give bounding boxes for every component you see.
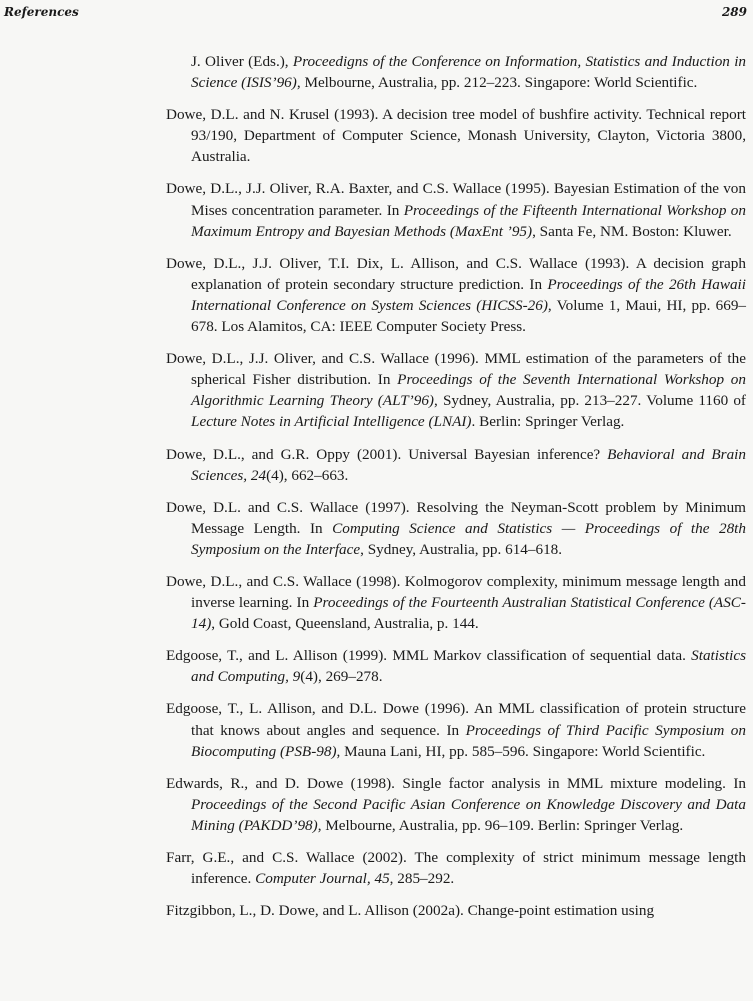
reference-entry — [166, 847, 746, 889]
reference-entry — [166, 773, 746, 836]
reference-text: Dowe, D.L., and C.S. Wallace (1998). Kolmogorov complexity, minimum message length and inverse learning. In — [166, 572, 746, 612]
reference-entry — [166, 348, 746, 432]
reference-italic-text: Proceedings of Third Pacific Symposium on Biocomputing (PSB-98) — [191, 721, 746, 760]
reference-text: Dowe, D.L. and C.S. Wallace (1997). Resolving the Neyman-Scott problem by Minimum Message Length. In — [166, 498, 746, 537]
reference-text: Edgoose, T., and L. Allison (1999). MML Markov classification of sequential data. — [166, 647, 692, 665]
reference-italic-text: Proceedings of the Fourteenth Australian Statistical Conference (ASC-14) — [191, 594, 746, 633]
reference-text: , Gold Coast, Queensland, Australia, p. 144. — [211, 615, 479, 633]
reference-text: Farr, G.E., and C.S. Wallace (2002). The complexity of strict minimum message length inference. — [166, 849, 746, 888]
reference-text: (4), 662–663. — [266, 466, 349, 484]
reference-entry — [166, 497, 746, 560]
reference-entry — [166, 104, 746, 167]
reference-italic-text: Proceedings of the 26th Hawaii International Conference on System Sciences (HICSS-26) — [191, 275, 746, 314]
reference-text: , Santa Fe, NM. Boston: Kluwer. — [532, 222, 732, 240]
reference-entry — [166, 900, 746, 921]
reference-entry — [166, 698, 746, 761]
reference-entry — [166, 178, 746, 241]
reference-entry — [166, 571, 746, 634]
reference-entry — [166, 444, 746, 486]
reference-text: , Sydney, Australia, pp. 213–227. Volume 1160 of — [433, 392, 746, 410]
reference-text: Dowe, D.L., J.J. Oliver, R.A. Baxter, and C.S. Wallace (1995). Bayesian Estimation of the von Mises concentration parameter. In — [166, 180, 746, 219]
reference-entry — [166, 645, 746, 687]
reference-text: . Berlin: Springer Verlag. — [471, 413, 625, 431]
reference-text: , Melbourne, Australia, pp. 96–109. Berlin: Springer Verlag. — [317, 816, 684, 834]
reference-text: , Volume 1, Maui, HI, pp. 669–678. Los Alamitos, CA: IEEE Computer Society Press. — [191, 296, 747, 336]
reference-italic-text: Proceedings of the Seventh International Workshop on Algorithmic Learning Theory (ALT’96) — [191, 371, 746, 410]
reference-italic-text: Proceedigns of the Conference on Information, Statistics and Induction in Science (ISIS’96) — [191, 53, 747, 92]
reference-list — [166, 51, 746, 932]
reference-text: , Sydney, Australia, pp. 614–618. — [360, 540, 563, 558]
reference-text: Dowe, D.L., and G.R. Oppy (2001). Universal Bayesian inference? — [166, 445, 608, 463]
reference-text: (4), 269–278. — [300, 668, 383, 686]
reference-italic-text: Computing Science and Statistics — Proceedings of the 28th Symposium on the Interface — [191, 519, 746, 558]
reference-text: Dowe, D.L., J.J. Oliver, and C.S. Wallace (1996). MML estimation of the parameters of the spherical Fisher distribution. In — [166, 350, 746, 389]
reference-italic-text: Statistics and Computing, 9 — [191, 647, 746, 686]
reference-entry — [166, 253, 746, 337]
reference-text: Edwards, R., and D. Dowe (1998). Single factor analysis in MML mixture modeling. In — [166, 774, 746, 792]
reference-text: , 285–292. — [389, 870, 455, 888]
page-header — [4, 5, 747, 23]
reference-italic-text: Proceedings of the Fifteenth International Workshop on Maximum Entropy and Bayesian Methods (MaxEnt ’95) — [191, 201, 746, 240]
reference-italic-text: Proceedings of the Second Pacific Asian Conference on Knowledge Discovery and Data Mining (PAKDD’98) — [191, 795, 746, 834]
reference-italic-text: Behavioral and Brain Sciences, 24 — [191, 445, 746, 484]
reference-italic-text: Computer Journal, 45 — [255, 870, 390, 888]
running-head: References — [4, 5, 79, 19]
reference-continuation — [166, 51, 746, 93]
reference-text: Fitzgibbon, L., D. Dowe, and L. Allison (2002a). Change-point estimation using — [166, 902, 655, 920]
reference-italic-text: Lecture Notes in Artificial Intelligence (LNAI) — [191, 413, 472, 431]
reference-text: Dowe, D.L. and N. Krusel (1993). A decision tree model of bushfire activity. Technical report 93/190, Department of Computer Science, Monash University, Clayton, Victoria 3800, Australia. — [166, 106, 746, 166]
reference-text: , Mauna Lani, HI, pp. 585–596. Singapore: World Scientific. — [336, 742, 706, 760]
reference-text: , Melbourne, Australia, pp. 212–223. Singapore: World Scientific. — [296, 74, 698, 92]
reference-text: J. Oliver (Eds.), — [191, 53, 293, 70]
reference-text: Dowe, D.L., J.J. Oliver, T.I. Dix, L. Allison, and C.S. Wallace (1993). A decision graph explanation of protein secondary structure prediction. In — [166, 254, 746, 293]
page-number: 289 — [721, 5, 747, 19]
reference-text: Edgoose, T., L. Allison, and D.L. Dowe (1996). An MML classification of protein structure that knows about angles and sequence. In — [166, 700, 746, 739]
